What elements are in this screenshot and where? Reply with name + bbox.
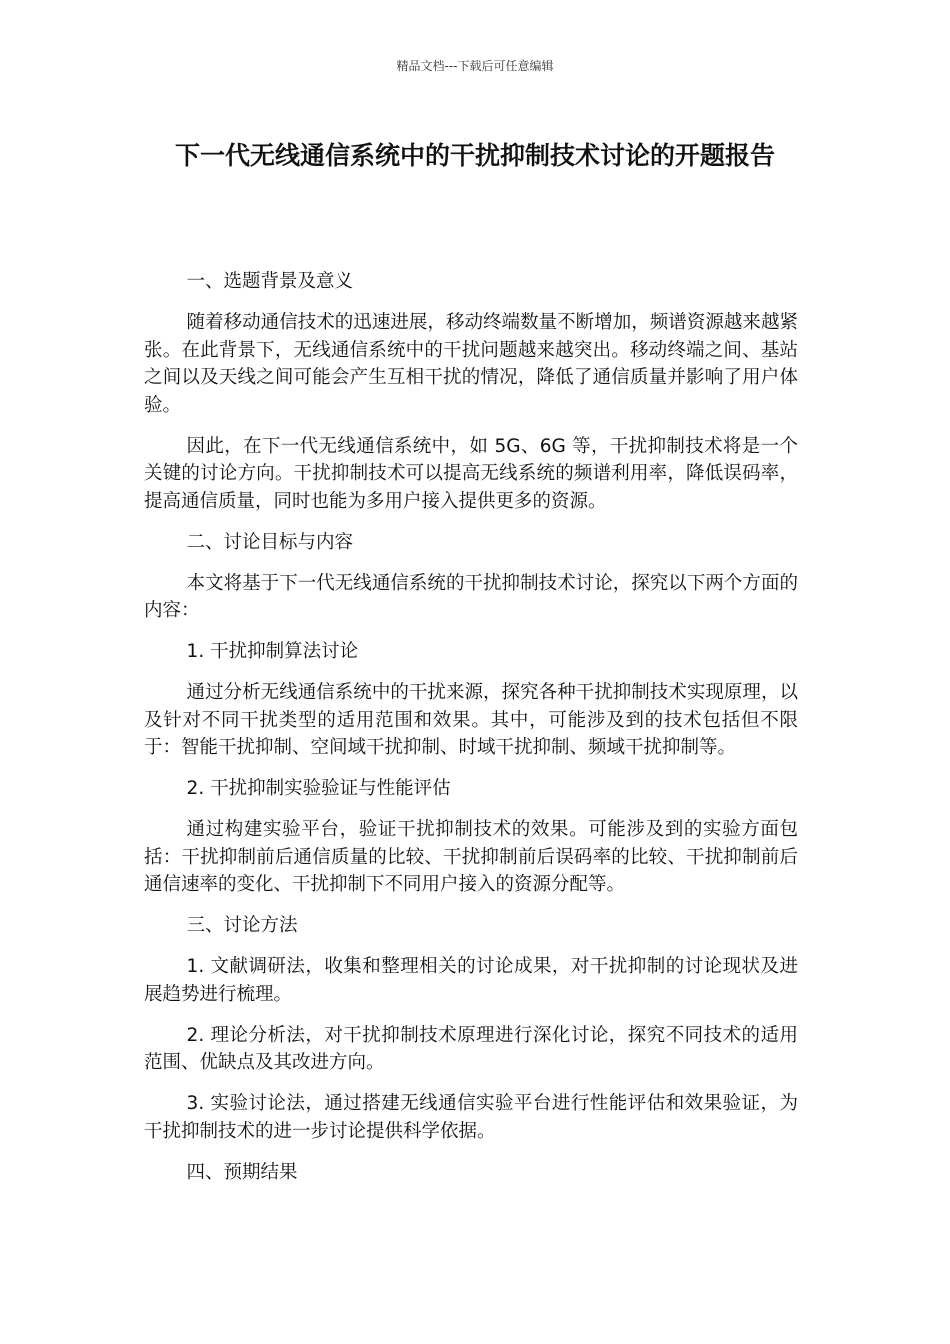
paragraph-goals-intro: 本文将基于下一代无线通信系统的干扰抑制技术讨论，探究以下两个方面的内容： (144, 572, 798, 621)
document-title: 下一代无线通信系统中的干扰抑制技术讨论的开题报告 (174, 141, 775, 170)
page-header: 精品文档---下载后可任意编辑 (396, 59, 554, 73)
paragraph-background: 随着移动通信技术的迅速进展，移动终端数量不断增加，频谱资源越来越紧张。在此背景下，无线通信系统中的干扰问题越来越突出。移动终端之间、基站之间以及天线之间可能会产生互相干扰的情况，降低了通信质量并影响了用户体验。 (144, 312, 798, 416)
subheading-algorithms: 1. 干扰抑制算法讨论 (186, 641, 359, 662)
method-literature: 1. 文献调研法，收集和整理相关的讨论成果，对干扰抑制的讨论现状及进展趋势进行梳理。 (144, 956, 798, 1005)
section-heading-results: 四、预期结果 (186, 1161, 298, 1183)
document-body (144, 268, 798, 1200)
subheading-experiments: 2. 干扰抑制实验验证与性能评估 (186, 778, 451, 799)
section-heading-methods: 三、讨论方法 (186, 915, 298, 936)
method-experiment: 3. 实验讨论法，通过搭建无线通信实验平台进行性能评估和效果验证，为干扰抑制技术的进一步讨论提供科学依据。 (144, 1093, 798, 1142)
paragraph-experiments: 通过构建实验平台，验证干扰抑制技术的效果。可能涉及到的实验方面包括：干扰抑制前后通信质量的比较、干扰抑制前后误码率的比较、干扰抑制前后通信速率的变化、干扰抑制下不同用户接入的资源分配等。 (144, 819, 798, 895)
section-heading-background: 一、选题背景及意义 (186, 271, 354, 292)
paragraph-algorithms: 通过分析无线通信系统中的干扰来源，探究各种干扰抑制技术实现原理，以及针对不同干扰类型的适用范围和效果。其中，可能涉及到的技术包括但不限于：智能干扰抑制、空间域干扰抑制、时域干扰抑制、频域干扰抑制等。 (144, 682, 798, 758)
paragraph-significance: 因此，在下一代无线通信系统中，如 5G、6G 等，干扰抑制技术将是一个关键的讨论方向。干扰抑制技术可以提高无线系统的频谱利用率，降低误码率，提高通信质量，同时也能为多用户接入提供更多的资源。 (144, 435, 798, 512)
section-heading-goals: 二、讨论目标与内容 (186, 531, 354, 553)
method-theory: 2. 理论分析法，对干扰抑制技术原理进行深化讨论，探究不同技术的适用范围、优缺点及其改进方向。 (144, 1024, 798, 1073)
